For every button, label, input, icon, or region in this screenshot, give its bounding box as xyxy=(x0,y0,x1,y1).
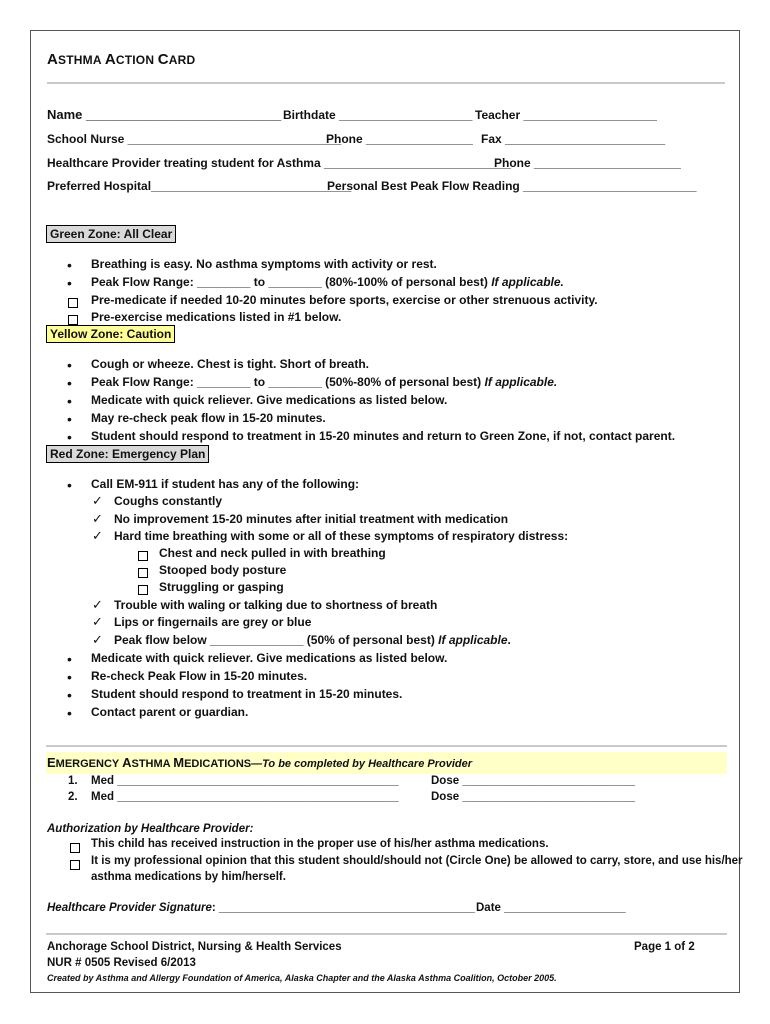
auth-item-2: It is my professional opinion that this student should/should not (Circle One) be allowed to carry, store, and use his/her xyxy=(91,855,743,867)
bullet-icon: • xyxy=(67,477,72,493)
title-divider xyxy=(47,82,725,84)
checkmark-icon: ✓ xyxy=(92,597,103,612)
red-zone-label: Red Zone: Emergency Plan xyxy=(46,445,209,463)
yellow-item-5: Student should respond to treatment in 15-20 minutes and return to Green Zone, if not, contact parent. xyxy=(91,429,676,443)
red-after-4: Contact parent or guardian. xyxy=(91,705,249,719)
school-nurse-field[interactable]: School Nurse ________________________________ xyxy=(47,132,342,146)
checkbox-icon[interactable] xyxy=(70,840,80,858)
bullet-icon: • xyxy=(67,257,72,273)
bullet-icon: • xyxy=(67,705,72,721)
red-after-3: Student should respond to treatment in 15-20 minutes. xyxy=(91,687,403,701)
green-item-4: Pre-exercise medications listed in #1 below. xyxy=(91,310,342,324)
checkbox-icon[interactable] xyxy=(138,548,148,566)
checkmark-icon: ✓ xyxy=(92,511,103,526)
med-2-field[interactable]: Med ____________________________________________ xyxy=(91,791,399,803)
red-after-1: Medicate with quick reliever. Give medications as listed below. xyxy=(91,651,448,665)
red-check-1: Coughs constantly xyxy=(114,494,223,508)
checkbox-icon[interactable] xyxy=(138,565,148,583)
red-symptom-3: Struggling or gasping xyxy=(159,580,284,594)
red-after-2: Re-check Peak Flow in 15-20 minutes. xyxy=(91,669,308,683)
med-row-number: 2. xyxy=(68,791,78,803)
footer-divider xyxy=(46,933,727,935)
med-row-number: 1. xyxy=(68,775,78,787)
preferred-hospital-field[interactable]: Preferred Hospital______________________________ xyxy=(47,179,352,193)
teacher-field[interactable]: Teacher ____________________ xyxy=(475,108,657,122)
auth-item-1: This child has received instruction in the proper use of his/her asthma medications. xyxy=(91,838,549,850)
green-item-3: Pre-medicate if needed 10-20 minutes before sports, exercise or other strenuous activity. xyxy=(91,293,598,307)
green-zone-label: Green Zone: All Clear xyxy=(46,225,176,243)
auth-item-2-cont: asthma medications by him/herself. xyxy=(91,871,286,883)
bullet-icon: • xyxy=(67,669,72,685)
signature-date-field[interactable]: Date ___________________ xyxy=(476,902,626,914)
bullet-icon: • xyxy=(67,411,72,427)
fax-field[interactable]: Fax ________________________ xyxy=(481,132,666,146)
checkmark-icon: ✓ xyxy=(92,632,103,647)
red-check-6: Peak flow below ______________ (50% of personal best) If applicable. xyxy=(114,633,511,647)
red-check-4: Trouble with waling or talking due to shortness of breath xyxy=(114,598,438,612)
yellow-item-3: Medicate with quick reliever. Give medications as listed below. xyxy=(91,393,448,407)
meds-divider xyxy=(46,745,727,747)
bullet-icon: • xyxy=(67,357,72,373)
healthcare-provider-field[interactable]: Healthcare Provider treating student for Asthma ____________________________ xyxy=(47,156,511,170)
checkmark-icon: ✓ xyxy=(92,493,103,508)
med-1-field[interactable]: Med ____________________________________________ xyxy=(91,775,399,787)
footer-credit: Created by Asthma and Allergy Foundation of America, Alaska Chapter and the Alaska Asthma Coalition, October 2005. xyxy=(47,973,557,983)
red-symptom-1: Chest and neck pulled in with breathing xyxy=(159,546,386,560)
peak-flow-reading-field[interactable]: Personal Best Peak Flow Reading __________________________ xyxy=(327,179,697,193)
bullet-icon: • xyxy=(67,687,72,703)
provider-signature-field[interactable]: Healthcare Provider Signature: ________________________________________ xyxy=(47,902,475,914)
bullet-icon: • xyxy=(67,651,72,667)
red-check-2: No improvement 15-20 minutes after initial treatment with medication xyxy=(114,512,509,526)
meds-title: EMERGENCY ASTHMA MEDICATIONS—To be completed by Healthcare Provider xyxy=(47,755,473,770)
footer-nur-revised: NUR # 0505 Revised 6/2013 xyxy=(47,957,196,969)
yellow-zone-label: Yellow Zone: Caution xyxy=(46,325,175,343)
red-check-3: Hard time breathing with some or all of these symptoms of respiratory distress: xyxy=(114,529,569,543)
dose-1-field[interactable]: Dose ___________________________ xyxy=(431,775,636,787)
red-call-911: Call EM-911 if student has any of the following: xyxy=(91,477,360,491)
dose-2-field[interactable]: Dose ___________________________ xyxy=(431,791,636,803)
yellow-item-4: May re-check peak flow in 15-20 minutes. xyxy=(91,411,326,425)
checkbox-icon[interactable] xyxy=(70,857,80,875)
nurse-phone-field[interactable]: Phone ________________ xyxy=(326,132,473,146)
yellow-item-2: Peak Flow Range: ________ to ________ (50%-80% of personal best) If applicable. xyxy=(91,375,558,389)
authorization-heading: Authorization by Healthcare Provider: xyxy=(47,823,254,835)
checkmark-icon: ✓ xyxy=(92,528,103,543)
yellow-item-1: Cough or wheeze. Chest is tight. Short of breath. xyxy=(91,357,370,371)
birthdate-field[interactable]: Birthdate ____________________ xyxy=(283,108,473,122)
footer-district: Anchorage School District, Nursing & Health Services xyxy=(47,941,342,953)
provider-phone-field[interactable]: Phone ______________________ xyxy=(494,156,681,170)
page-title: ASTHMA ACTION CARD xyxy=(47,51,196,68)
checkbox-icon[interactable] xyxy=(68,295,78,313)
bullet-icon: • xyxy=(67,375,72,391)
green-item-2: Peak Flow Range: ________ to ________ (80%-100% of personal best) If applicable. xyxy=(91,275,564,289)
name-field[interactable]: Name ___________________________ xyxy=(47,107,282,122)
bullet-icon: • xyxy=(67,393,72,409)
bullet-icon: • xyxy=(67,275,72,291)
green-item-1: Breathing is easy. No asthma symptoms with activity or rest. xyxy=(91,257,437,271)
bullet-icon: • xyxy=(67,429,72,445)
footer-page-number: Page 1 of 2 xyxy=(634,941,695,953)
red-symptom-2: Stooped body posture xyxy=(159,563,287,577)
red-check-5: Lips or fingernails are grey or blue xyxy=(114,615,312,629)
asthma-action-card xyxy=(30,30,743,993)
checkmark-icon: ✓ xyxy=(92,614,103,629)
